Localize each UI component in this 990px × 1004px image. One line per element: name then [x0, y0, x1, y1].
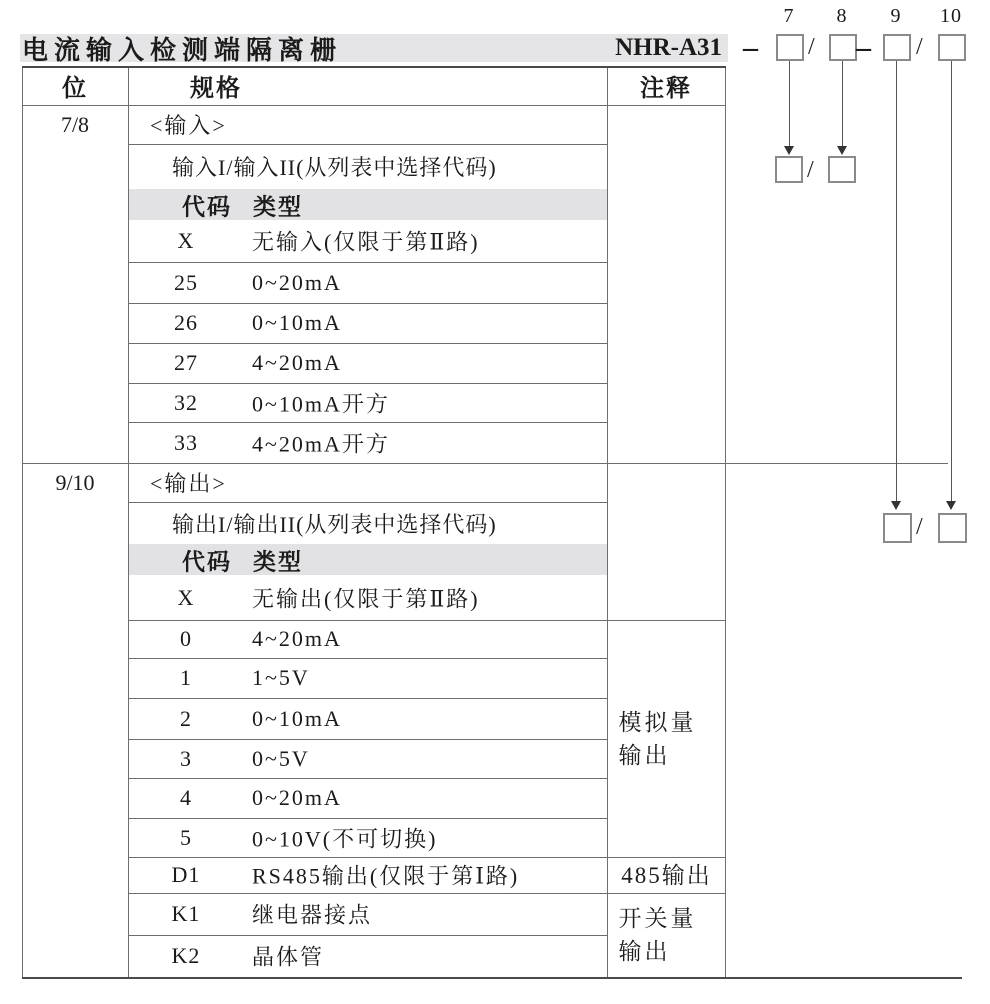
arrowhead-icon	[837, 146, 847, 155]
code-cell: X	[177, 584, 195, 610]
type-cell: 无输出(仅限于第Ⅱ路)	[252, 586, 480, 611]
table-row	[128, 220, 607, 262]
type-cell: 0~10mA	[252, 705, 342, 731]
code-cell: K2	[171, 943, 201, 968]
code-type-header-band	[129, 544, 607, 575]
title-bar	[20, 34, 728, 65]
code-cell: 25	[174, 269, 198, 295]
column-header-position: 位	[62, 76, 88, 102]
column-header-spec: 规格	[190, 76, 242, 102]
group-label-input: <输入>	[150, 113, 227, 138]
slash-separator: /	[807, 157, 814, 183]
arrow-line-9	[896, 61, 897, 501]
arrow-line-7	[789, 61, 790, 146]
table-row	[128, 658, 607, 698]
table-row	[128, 422, 607, 463]
slash-separator: /	[916, 34, 923, 60]
arrowhead-icon	[784, 146, 794, 155]
grid-line-bottom-rule	[22, 977, 962, 979]
select-hint-input: 输入I/输入II(从列表中选择代码)	[172, 155, 497, 180]
slash-separator: /	[916, 514, 923, 540]
type-cell: 0~20mA	[252, 785, 342, 810]
note-analog-output	[608, 620, 725, 857]
value-box-8	[828, 156, 856, 183]
order-code-box-10	[938, 34, 966, 61]
order-code-box-9	[883, 34, 911, 61]
position-cell-9-10: 9/10	[55, 469, 95, 495]
type-cell: 4~20mA	[252, 350, 342, 375]
page-title: 电流输入检测端隔离栅	[22, 35, 343, 65]
value-box-9	[883, 513, 912, 543]
value-box-7	[775, 156, 803, 183]
code-cell: 33	[174, 429, 198, 455]
grid-line	[725, 66, 726, 978]
note-485-output: 485输出	[621, 862, 712, 888]
type-cell: 4~20mA开方	[252, 431, 390, 456]
type-cell: 1~5V	[252, 665, 310, 690]
code-cell: 3	[180, 745, 192, 771]
table-row	[128, 303, 607, 343]
table-row	[128, 343, 607, 383]
table-row	[128, 778, 607, 818]
code-cell: D1	[171, 862, 201, 887]
table-row	[128, 575, 607, 620]
code-cell: K1	[171, 901, 201, 926]
group-label-output: <输出>	[150, 471, 227, 496]
code-cell: 0	[180, 626, 192, 651]
note-switch-output	[608, 893, 725, 977]
note-analog-output-label: 模拟量输出	[618, 709, 697, 768]
type-cell: RS485输出(仅限于第Ⅰ路)	[252, 863, 520, 889]
table-row	[128, 620, 607, 658]
digit-9: 9	[890, 5, 902, 27]
code-cell: 32	[174, 389, 198, 415]
value-box-10	[938, 513, 967, 543]
type-cell: 晶体管	[252, 944, 325, 970]
table-row	[128, 698, 607, 739]
arrowhead-icon	[946, 501, 956, 510]
type-cell: 0~10mA开方	[252, 391, 390, 416]
position-cell-7-8: 7/8	[60, 111, 90, 137]
table-row	[128, 935, 607, 977]
order-code-box-8	[829, 34, 857, 61]
digit-8: 8	[836, 5, 848, 27]
type-cell: 0~10mA	[252, 310, 342, 335]
code-cell: 27	[174, 350, 198, 375]
type-cell: 4~20mA	[252, 626, 342, 651]
arrow-line-8	[842, 61, 843, 146]
table-row	[128, 893, 607, 935]
arrowhead-icon	[891, 501, 901, 510]
grid-line	[22, 66, 23, 978]
code-cell: 1	[180, 665, 192, 690]
arrow-line-10	[951, 61, 952, 501]
code-cell: 26	[174, 310, 198, 335]
digit-10: 10	[940, 5, 962, 27]
code-type-header-band	[129, 189, 607, 220]
select-hint-output: 输出I/输出II(从列表中选择代码)	[172, 511, 497, 537]
model-number: NHR-A31	[615, 34, 722, 61]
code-column-header: 代码	[182, 194, 232, 219]
order-code-box-7	[776, 34, 804, 61]
type-cell: 0~5V	[252, 745, 310, 771]
digit-7: 7	[783, 5, 795, 27]
dash-separator: –	[743, 31, 758, 64]
code-column-header: 代码	[182, 549, 232, 574]
type-cell: 无输入(仅限于第Ⅱ路)	[252, 229, 480, 255]
code-cell: 5	[180, 824, 192, 850]
type-cell: 0~10V(不可切换)	[252, 826, 438, 851]
code-cell: X	[177, 228, 195, 253]
type-column-header: 类型	[253, 194, 303, 219]
type-cell: 0~20mA	[252, 269, 342, 295]
table-row	[128, 857, 607, 893]
slash-separator: /	[808, 34, 815, 60]
table-row	[128, 262, 607, 303]
column-header-note: 注释	[640, 76, 692, 102]
dash-separator: –	[856, 31, 871, 64]
code-cell: 2	[180, 705, 192, 731]
table-row	[128, 383, 607, 422]
table-row	[128, 739, 607, 778]
type-column-header: 类型	[253, 549, 303, 574]
type-cell: 继电器接点	[252, 902, 373, 928]
note-switch-output-label: 开关量输出	[618, 906, 697, 964]
table-row	[128, 818, 607, 857]
code-cell: 4	[180, 785, 192, 810]
